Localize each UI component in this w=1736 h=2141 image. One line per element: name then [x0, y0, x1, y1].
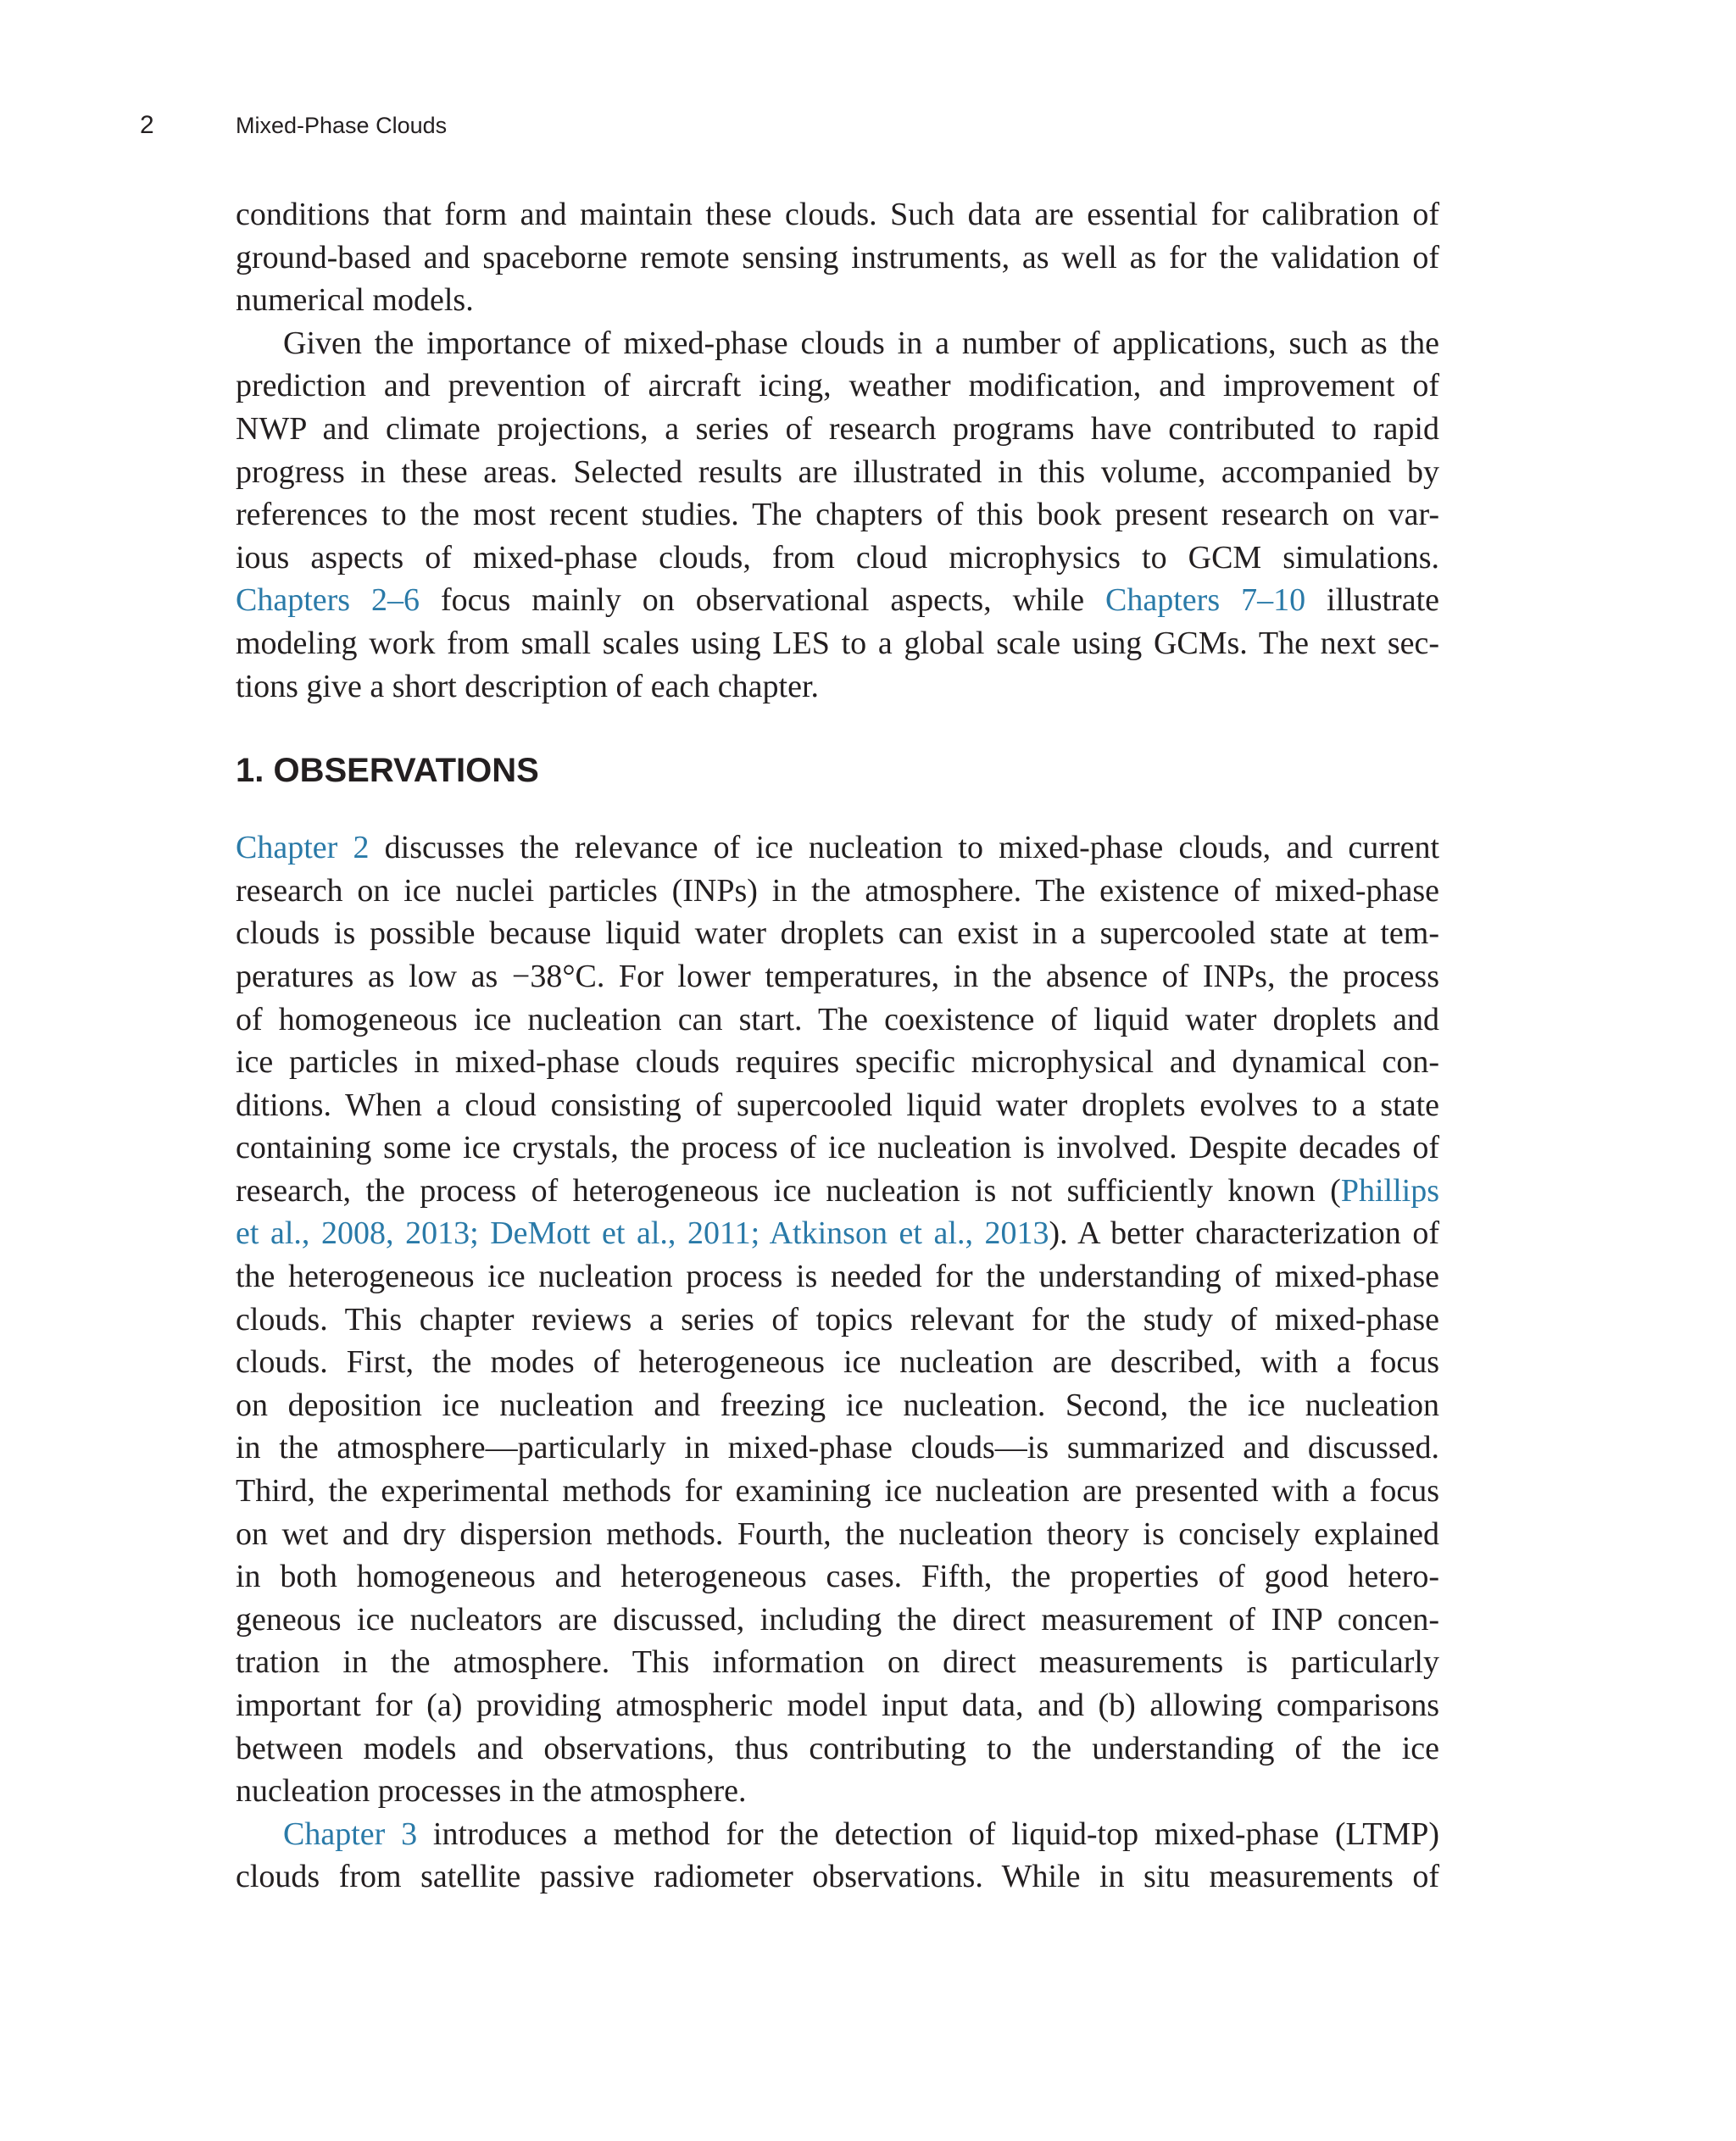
text-span: focus mainly on observational aspects, while: [420, 582, 1106, 619]
text-line: containing some ice crystals, the process of ice nucleation is involved. Despite decades of: [236, 1130, 1439, 1166]
section-heading-observations: 1. OBSERVATIONS: [236, 752, 539, 790]
chapters-7-10-link[interactable]: Chapters 7–10: [1105, 582, 1306, 619]
text-line: modeling work from small scales using LES to a global scale using GCMs. The next sec-: [236, 625, 1439, 661]
text-span: ). A better characterization of: [1049, 1215, 1439, 1252]
text-line: numerical models.: [236, 282, 474, 319]
text-span: discusses the relevance of ice nucleation to mixed-phase clouds, and current: [369, 830, 1440, 866]
text-line: of homogeneous ice nucleation can start. The coexistence of liquid water droplets and: [236, 1001, 1439, 1037]
text-line: clouds is possible because liquid water droplets can exist in a supercooled state at tem-: [236, 915, 1439, 952]
running-title: Mixed-Phase Clouds: [236, 113, 448, 138]
text-line: on deposition ice nucleation and freezing ice nucleation. Second, the ice nucleation: [236, 1387, 1439, 1423]
page-number: 2: [140, 111, 154, 139]
intro-paragraph-1: [236, 193, 1439, 322]
text-span: illustrate: [1305, 582, 1440, 619]
text-line: prediction and prevention of aircraft icing, weather modification, and improvement of: [236, 368, 1439, 404]
text-line: references to the most recent studies. The chapters of this book present research on var-: [236, 497, 1439, 533]
text-line: ious aspects of mixed-phase clouds, from cloud microphysics to GCM simulations.: [236, 539, 1439, 576]
text-line: [236, 1212, 1439, 1255]
observations-paragraph-1: [236, 826, 1439, 1813]
text-line: tration in the atmosphere. This information on direct measurements is particularly: [236, 1644, 1439, 1681]
body-text: [236, 193, 1439, 1899]
text-line: tions give a short description of each chapter.: [236, 668, 820, 704]
chapter-3-link[interactable]: Chapter 3: [283, 1816, 418, 1852]
chapter-2-link[interactable]: Chapter 2: [236, 830, 370, 866]
text-line: ditions. When a cloud consisting of supercooled liquid water droplets evolves to a state: [236, 1087, 1439, 1123]
text-line: peratures as low as −38°C. For lower temperatures, in the absence of INPs, the process: [236, 958, 1439, 994]
text-line: between models and observations, thus contributing to the understanding of the ice: [236, 1730, 1439, 1766]
text-line: research on ice nuclei particles (INPs) in the atmosphere. The existence of mixed-phase: [236, 872, 1439, 909]
text-line: nucleation processes in the atmosphere.: [236, 1773, 747, 1810]
running-head: [0, 108, 1736, 142]
text-line: important for (a) providing atmospheric model input data, and (b) allowing comparisons: [236, 1688, 1439, 1723]
text-line: in the atmosphere—particularly in mixed-phase clouds—is summarized and discussed.: [236, 1430, 1439, 1466]
text-line: ice particles in mixed-phase clouds requires specific microphysical and dynamical con-: [236, 1044, 1439, 1081]
text-line: [236, 1813, 1439, 1856]
phillips-citation-link[interactable]: Phillips: [1340, 1172, 1439, 1209]
citations-link[interactable]: et al., 2008, 2013; DeMott et al., 2011; Atkinson et al., 2013: [236, 1215, 1049, 1252]
text-line: progress in these areas. Selected results are illustrated in this volume, accompanied by: [236, 453, 1439, 490]
text-line: [236, 1170, 1439, 1213]
text-line: in both homogeneous and heterogeneous cases. Fifth, the properties of good hetero-: [236, 1559, 1439, 1595]
text-line: clouds. First, the modes of heterogeneous ice nucleation are described, with a focus: [236, 1344, 1439, 1381]
text-line: ground-based and spaceborne remote sensing instruments, as well as for the validation of: [236, 239, 1439, 275]
text-span: introduces a method for the detection of liquid-top mixed-phase (LTMP): [417, 1816, 1439, 1852]
text-span: research, the process of heterogeneous ice nucleation is not sufficiently known (: [236, 1172, 1341, 1209]
text-line: geneous ice nucleators are discussed, including the direct measurement of INP concen-: [236, 1601, 1439, 1638]
chapters-2-6-link[interactable]: Chapters 2–6: [236, 582, 420, 619]
text-line: clouds from satellite passive radiometer observations. While in situ measurements of: [236, 1859, 1439, 1895]
text-line: on wet and dry dispersion methods. Fourth, the nucleation theory is concisely explained: [236, 1515, 1439, 1552]
text-line: conditions that form and maintain these clouds. Such data are essential for calibration of: [236, 197, 1439, 232]
text-line: [236, 579, 1439, 622]
intro-paragraph-2: [236, 322, 1439, 708]
text-line: [236, 826, 1439, 870]
text-line: the heterogeneous ice nucleation process is needed for the understanding of mixed-phase: [236, 1259, 1439, 1295]
text-line: Third, the experimental methods for examining ice nucleation are presented with a focus: [236, 1473, 1439, 1510]
text-line: clouds. This chapter reviews a series of topics relevant for the study of mixed-phase: [236, 1301, 1439, 1337]
text-line: NWP and climate projections, a series of research programs have contributed to rapid: [236, 410, 1439, 447]
text-line: Given the importance of mixed-phase clouds in a number of applications, such as the: [283, 325, 1439, 361]
observations-paragraph-2: [236, 1813, 1439, 1899]
